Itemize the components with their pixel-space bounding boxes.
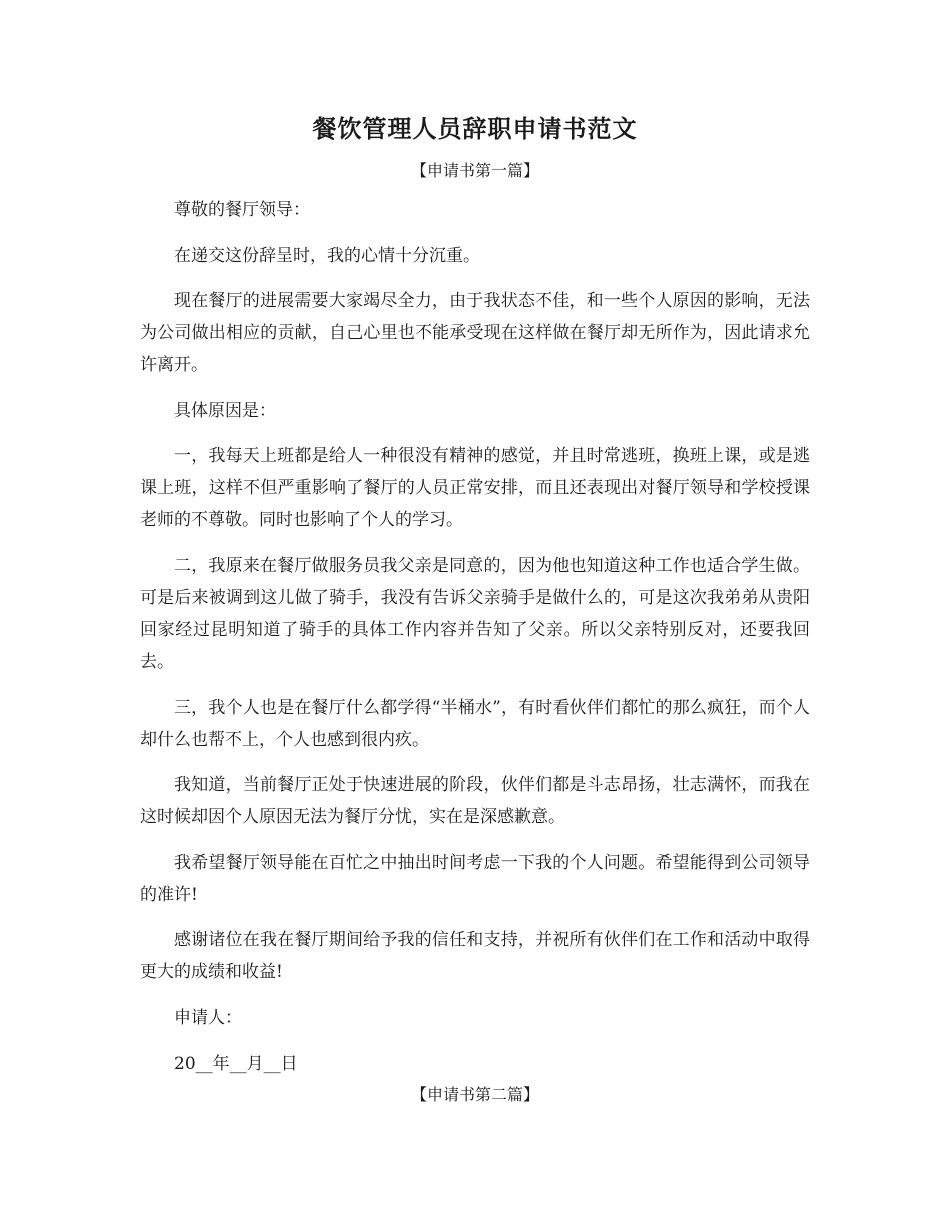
body-paragraph: 我知道，当前餐厅正处于快速进展的阶段，伙伴们都是斗志昂扬，壮志满怀，而我在这时候却因个人原因无法为餐厅分忧，实在是深感歉意。 bbox=[140, 775, 810, 828]
section-heading-2: 【申请书第二篇】 bbox=[410, 1085, 539, 1104]
document-title: 餐饮管理人员辞职申请书范文 bbox=[312, 114, 638, 143]
section-heading-1: 【申请书第一篇】 bbox=[410, 161, 539, 180]
document-body bbox=[140, 194, 810, 1093]
body-paragraph: 一，我每天上班都是给人一种很没有精神的感觉，并且时常逃班，换班上课，或是逃课上班，这样不但严重影响了餐厅的人员正常安排，而且还表现出对餐厅领导和学校授课老师的不尊敬。同时也影响了个人的学习。 bbox=[140, 446, 810, 531]
applicant-line: 申请人： bbox=[174, 1007, 242, 1028]
body-paragraph: 现在餐厅的进展需要大家竭尽全力，由于我状态不佳，和一些个人原因的影响，无法为公司做出相应的贡献，自己心里也不能承受现在这样做在餐厅却无所作为，因此请求允许离开。 bbox=[140, 291, 810, 376]
salutation: 尊敬的餐厅领导： bbox=[174, 200, 310, 220]
body-paragraph: 我希望餐厅领导能在百忙之中抽出时间考虑一下我的个人问题。希望能得到公司领导的准许! bbox=[140, 852, 810, 905]
body-paragraph: 在递交这份辞呈时，我的心情十分沉重。 bbox=[174, 245, 480, 266]
body-paragraph: 三，我个人也是在餐厅什么都学得“半桶水”，有时看伙伴们都忙的那么疯狂，而个人却什么也帮不上，个人也感到很内疚。 bbox=[140, 697, 810, 750]
body-paragraph: 具体原因是： bbox=[174, 400, 276, 421]
date-line: 20__年__月__日 bbox=[174, 1053, 298, 1074]
body-paragraph: 感谢诸位在我在餐厅期间给予我的信任和支持，并祝所有伙伴们在工作和活动中取得更大的成绩和收益! bbox=[140, 930, 810, 983]
body-paragraph: 二，我原来在餐厅做服务员我父亲是同意的，因为他也知道这种工作也适合学生做。可是后来被调到这儿做了骑手，我没有告诉父亲骑手是做什么的，可是这次我弟弟从贵阳回家经过昆明知道了骑手的具体工作内容并告知了父亲。所以父亲特别反对，还要我回去。 bbox=[140, 555, 810, 672]
